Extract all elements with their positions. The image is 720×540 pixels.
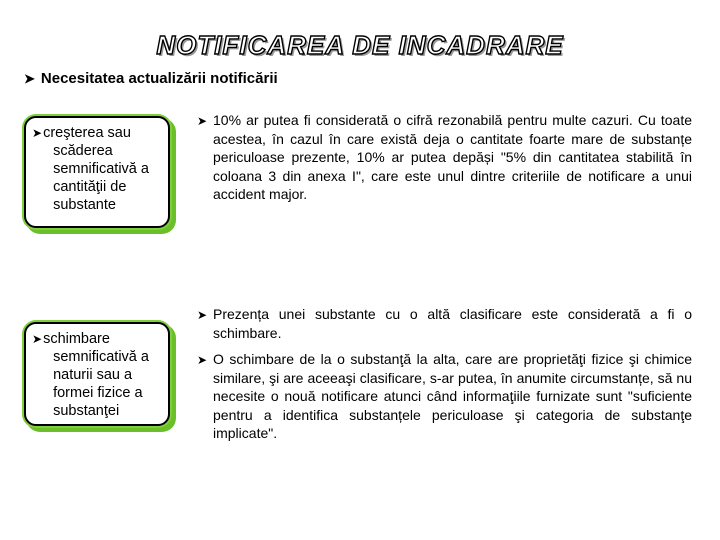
box-text-first: schimbare [43,331,110,347]
paragraph-text: O schimbare de la o substanţă la alta, care are proprietăţi fizice şi chimice similare, şi are aceeaşi clasificare, s-ar putea, în anumite circumstanțe, să nu necesite o nouă notificare atunci când informaţiile furnizate sunt "suficiente pentru a identifica substanțele periculoase şi categoria de substanţe implicate". [213,351,692,441]
condition-box-quantity [24,116,170,228]
paragraph-text: 10% ar putea fi considerată o cifră rezonabilă pentru multe cazuri. Cu toate acestea, în cazul în care există deja o cantitate foarte mare de substanțe periculoase prezente, 10% ar putea depăși "5% din cantitatea stabilită în coloana 3 din anexa I", care este unul dintre criteriile de notificare a unui accident major. [213,112,692,202]
arrow-bullet-icon: ➤ [24,71,35,86]
paragraph-substance-change [197,350,692,443]
paragraph-text: Prezența unei substante cu o altă clasificare este considerată a fi o schimbare. [213,306,692,341]
box-text-first: creşterea sau [43,125,131,141]
arrow-bullet-icon: ➤ [197,353,208,367]
condition-box-nature [24,322,170,426]
paragraph-classification [197,305,692,342]
box-text-rest: semnificativă a naturii sau a formei fizice a substanţei [53,349,149,419]
slide-title: NOTIFICAREA DE INCADRARE [156,30,564,60]
box-text-rest: scăderea semnificativă a cantităţii de substante [53,143,149,213]
arrow-bullet-icon: ➤ [197,114,208,128]
subheading-text: Necesitatea actualizării notificării [40,70,278,87]
arrow-bullet-icon: ➤ [32,126,43,140]
subheading [24,70,278,87]
paragraph-ten-percent [197,111,692,204]
arrow-bullet-icon: ➤ [32,332,43,346]
arrow-bullet-icon: ➤ [197,308,208,322]
